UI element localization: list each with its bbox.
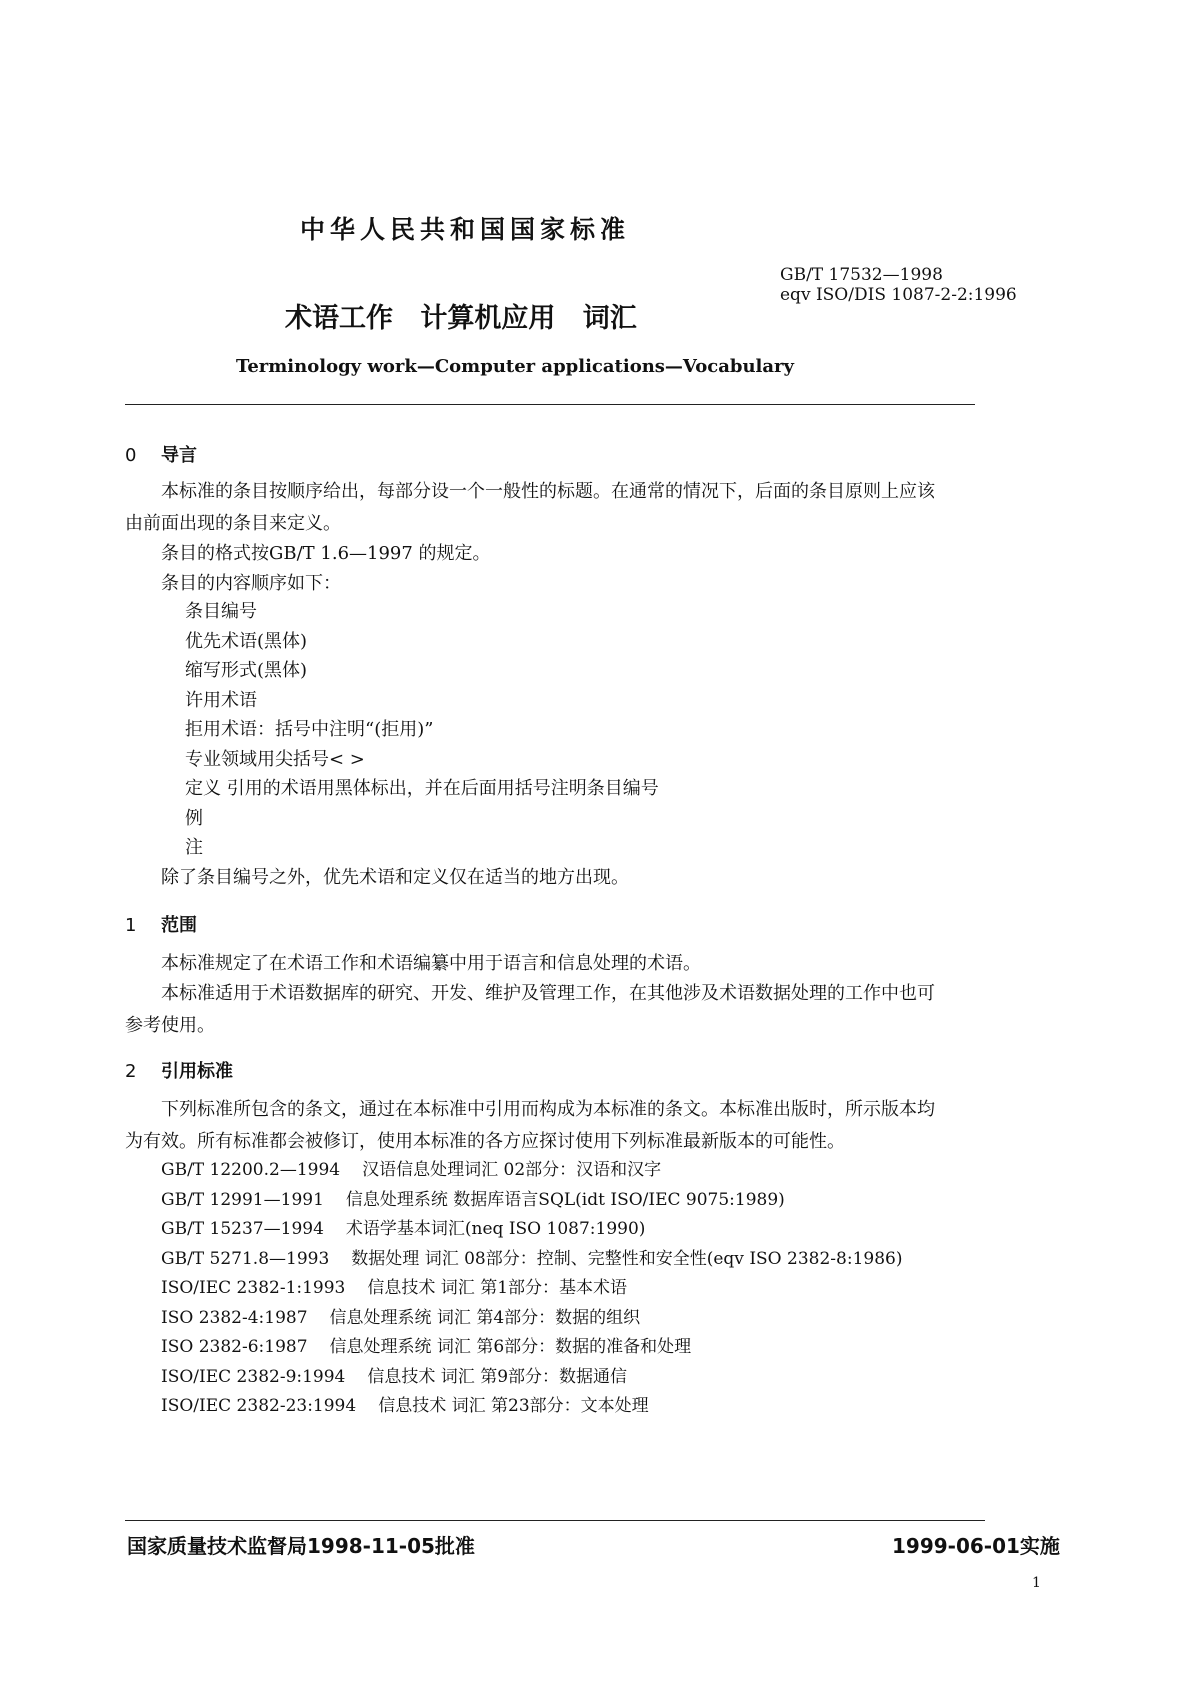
reference-item <box>161 1304 924 1334</box>
content-order-list <box>185 597 659 863</box>
section-0-para-1-line-2: 由前面出现的条目来定义。 <box>125 513 341 534</box>
document-title-cn: 术语工作 计算机应用 词汇 <box>285 303 637 334</box>
section-2-number: 2 <box>125 1061 137 1082</box>
reference-code: GB/T 15237—1994 <box>161 1219 324 1239</box>
document-title-en: Terminology work—Computer applications—Vocabulary <box>236 356 794 377</box>
reference-item <box>161 1333 924 1363</box>
reference-code: GB/T 5271.8—1993 <box>161 1248 330 1269</box>
section-1-number: 1 <box>125 915 137 936</box>
section-1-para-2-line-1: 本标准适用于术语数据库的研究、开发、维护及管理工作，在其他涉及术语数据处理的工作中也可 <box>161 983 935 1004</box>
reference-item <box>161 1156 924 1186</box>
section-0-para-3: 条目的内容顺序如下： <box>161 573 341 594</box>
standard-number-iso: eqv ISO/DIS 1087-2-2:1996 <box>780 285 1017 305</box>
section-0-para-2: 条目的格式按GB/T 1.6—1997 的规定。 <box>161 543 491 564</box>
reference-code: ISO/IEC 2382-1:1993 <box>161 1278 346 1298</box>
reference-item <box>161 1392 924 1422</box>
reference-item <box>161 1363 924 1393</box>
section-2-para-1 <box>125 1094 935 1158</box>
section-1-para-2 <box>125 978 935 1042</box>
list-item: 专业领域用尖括号< > <box>185 748 365 770</box>
reference-item <box>161 1215 924 1245</box>
section-1-title: 范围 <box>161 915 197 936</box>
section-1-heading <box>125 911 197 937</box>
section-0-title: 导言 <box>161 445 197 466</box>
standard-number <box>780 265 1017 305</box>
standard-number-gb: GB/T 17532—1998 <box>780 265 943 285</box>
list-item: 例 <box>185 807 203 829</box>
section-2-heading <box>125 1057 233 1083</box>
list-item: 注 <box>185 837 203 858</box>
header-divider <box>125 404 975 405</box>
reference-title: 信息处理系统 词汇 第4部分：数据的组织 <box>329 1307 641 1328</box>
reference-list <box>161 1156 924 1422</box>
list-item: 许用术语 <box>185 689 257 711</box>
section-2-para-1-line-2: 为有效。所有标准都会被修订，使用本标准的各方应探讨使用下列标准最新版本的可能性。 <box>125 1131 845 1152</box>
list-item: 缩写形式(黑体) <box>185 660 308 681</box>
section-2-para-1-line-1: 下列标准所包含的条文，通过在本标准中引用而构成为本标准的条文。本标准出版时，所示版本均 <box>161 1099 935 1120</box>
reference-title: 信息技术 词汇 第1部分：基本术语 <box>367 1278 628 1298</box>
section-0-heading <box>125 441 197 467</box>
list-item: 条目编号 <box>185 601 257 622</box>
national-standard-title: 中华人民共和国国家标准 <box>300 215 631 244</box>
reference-code: GB/T 12991—1991 <box>161 1189 324 1210</box>
list-item: 拒用术语：括号中注明“(拒用)” <box>185 719 434 740</box>
reference-code: ISO 2382-4:1987 <box>161 1307 308 1328</box>
reference-title: 信息处理系统 数据库语言SQL(idt ISO/IEC 9075:1989) <box>345 1189 785 1210</box>
reference-title: 信息处理系统 词汇 第6部分：数据的准备和处理 <box>329 1337 692 1357</box>
approval-line: 国家质量技术监督局1998-11-05批准 <box>127 1534 475 1558</box>
page-number: 1 <box>1032 1575 1041 1591</box>
reference-title: 数据处理 词汇 08部分：控制、完整性和安全性(eqv ISO 2382-8:1986) <box>351 1248 903 1269</box>
reference-code: ISO/IEC 2382-23:1994 <box>161 1396 357 1416</box>
reference-code: ISO/IEC 2382-9:1994 <box>161 1366 346 1387</box>
list-item: 优先术语(黑体) <box>185 630 308 652</box>
section-0-para-4: 除了条目编号之外，优先术语和定义仅在适当的地方出现。 <box>161 867 629 888</box>
section-1-para-2-line-2: 参考使用。 <box>125 1015 215 1036</box>
section-1-para-1: 本标准规定了在术语工作和术语编纂中用于语言和信息处理的术语。 <box>161 953 701 974</box>
footer-divider <box>125 1520 985 1521</box>
section-0-para-1-line-1: 本标准的条目按顺序给出，每部分设一个一般性的标题。在通常的情况下，后面的条目原则上应该 <box>161 481 935 502</box>
reference-item <box>161 1245 924 1275</box>
effective-date: 1999-06-01实施 <box>892 1534 1060 1558</box>
reference-item <box>161 1186 924 1216</box>
section-0-number: 0 <box>125 445 137 466</box>
list-item: 定义 引用的术语用黑体标出，并在后面用括号注明条目编号 <box>185 778 659 799</box>
reference-code: ISO 2382-6:1987 <box>161 1337 308 1357</box>
section-2-title: 引用标准 <box>161 1061 233 1082</box>
reference-item <box>161 1274 924 1304</box>
reference-title: 信息技术 词汇 第23部分：文本处理 <box>378 1396 649 1416</box>
reference-title: 术语学基本词汇(neq ISO 1087:1990) <box>345 1219 646 1239</box>
reference-title: 汉语信息处理词汇 02部分：汉语和汉字 <box>362 1160 662 1180</box>
section-0-para-1 <box>125 476 935 540</box>
reference-code: GB/T 12200.2—1994 <box>161 1160 341 1180</box>
reference-title: 信息技术 词汇 第9部分：数据通信 <box>367 1366 628 1387</box>
